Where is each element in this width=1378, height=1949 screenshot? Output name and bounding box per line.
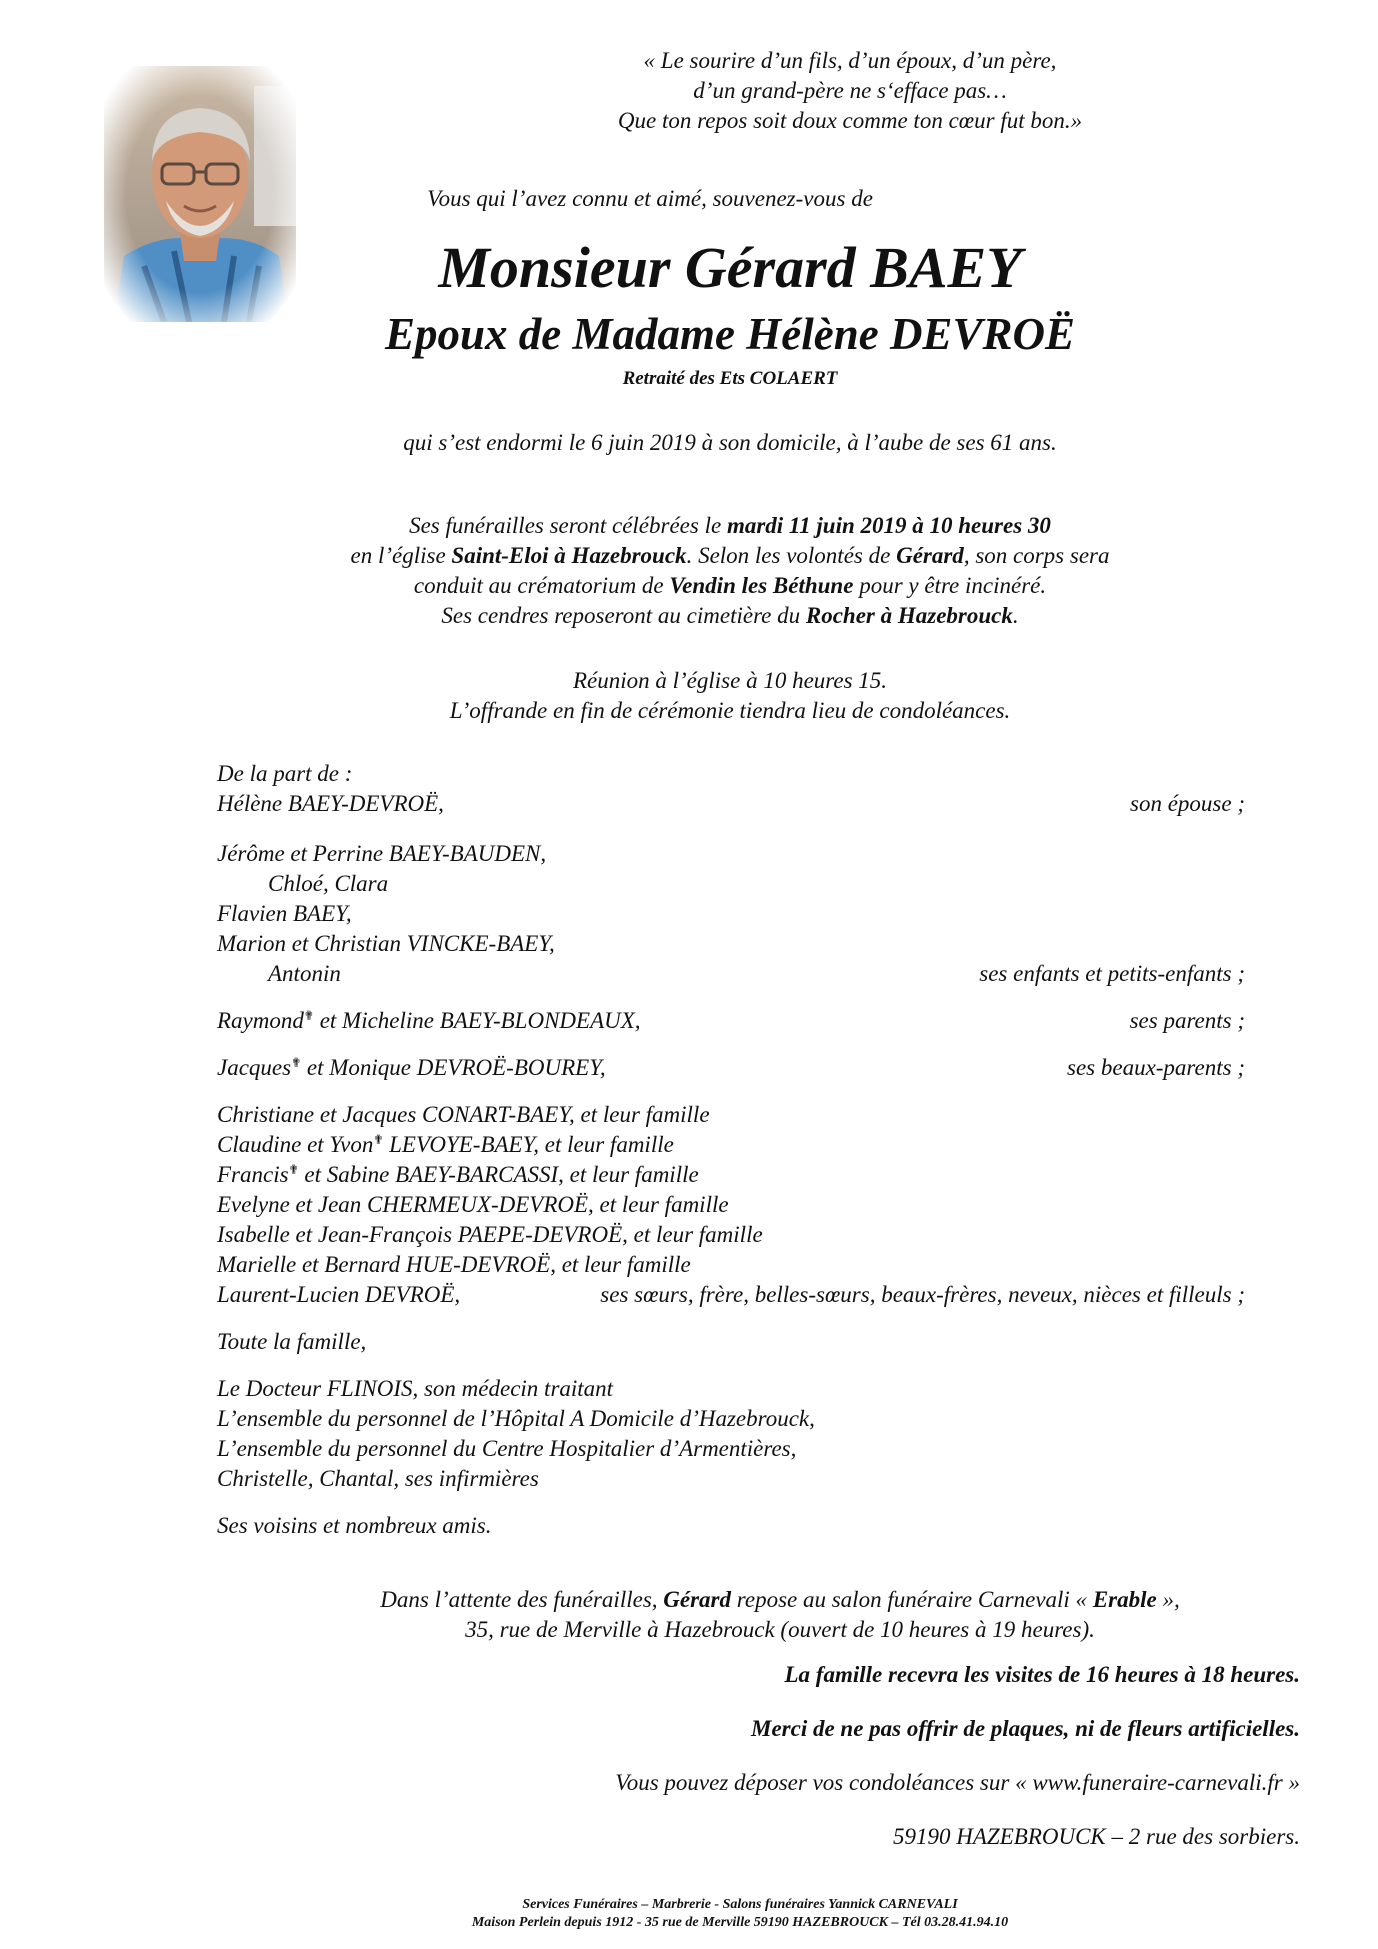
quote-line: « Le sourire d’un fils, d’un époux, d’un père, [643,48,1057,73]
condolences-note: Vous pouvez déposer vos condoléances sur « www.funeraire-carnevali.fr » [615,1770,1300,1795]
text-fragment: LEVOYE-BAEY, et leur famille [383,1132,674,1157]
grandchild-line: Chloé, Clara [268,871,389,896]
child-line: Jérôme et Perrine BAEY-BAUDEN, [217,841,547,866]
sibling-line: Christiane et Jacques CONART-BAEY, et leur famille [217,1102,710,1127]
child-line: Flavien BAEY, [217,901,352,926]
siblings-relation: ses sœurs, frère, belles-sœurs, beaux-frères, neveux, nièces et filleuls ; [600,1282,1245,1307]
funeral-details [180,511,1280,631]
epitaph-quote [470,46,1230,136]
text-fragment: Francis [217,1162,289,1187]
salon-name: Erable [1092,1587,1157,1612]
text-fragment: Ses cendres reposeront au cimetière du [441,603,806,628]
text-fragment: conduit au crématorium de [413,573,670,598]
parents-line [217,1006,641,1036]
text-fragment: Claudine et Yvon [217,1132,374,1157]
sibling-line: Laurent-Lucien DEVROË, [217,1282,461,1307]
care-line: Le Docteur FLINOIS, son médecin traitant [217,1376,614,1401]
intro-text: Vous qui l’avez connu et aimé, souvenez-vous de [427,186,873,211]
text-fragment: Raymond [217,1008,304,1033]
footer [300,1896,1180,1932]
meeting-info [200,666,1260,726]
cross-icon: ✟ [291,1055,302,1070]
text-fragment: . Selon les volontés de [686,543,897,568]
children-relation: ses enfants et petits-enfants ; [979,961,1245,986]
care-line: Christelle, Chantal, ses infirmières [217,1466,539,1491]
deceased-name: Monsieur Gérard BAEY [438,235,1022,300]
text-fragment: Ses funérailles seront célébrées le [409,513,727,538]
care-line: L’ensemble du personnel de l’Hôpital A Domicile d’Hazebrouck, [217,1406,815,1431]
sibling-line [217,1160,699,1190]
text-fragment: . [1012,603,1019,628]
meeting-line: Réunion à l’église à 10 heures 15. [572,668,888,693]
visitation-line: 35, rue de Merville à Hazebrouck (ouvert de 10 heures à 19 heures). [465,1617,1095,1642]
address-line: 59190 HAZEBROUCK – 2 rue des sorbiers. [893,1824,1300,1849]
grandchild-line: Antonin [268,961,341,986]
meeting-line: L’offrande en fin de cérémonie tiendra lieu de condoléances. [449,698,1011,723]
care-line: L’ensemble du personnel du Centre Hospitalier d’Armentières, [217,1436,797,1461]
church-name: Saint-Eloi à Hazebrouck [451,543,687,568]
family-visits-note: La famille recevra les visites de 16 heures à 18 heures. [784,1662,1300,1687]
text-fragment: et Monique DEVROË-BOUREY, [301,1055,606,1080]
text-fragment: en l’église [350,543,452,568]
funeral-line [180,601,1280,631]
retired-line: Retraité des Ets COLAERT [622,368,838,389]
wife-name: Hélène BAEY-DEVROË, [217,791,444,816]
crematorium-name: Vendin les Béthune [669,573,854,598]
cross-icon: ✟ [303,1008,314,1023]
parents-relation: ses parents ; [1129,1008,1245,1033]
text-fragment: », [1156,1587,1180,1612]
cross-icon: ✟ [373,1132,384,1147]
inlaws-relation: ses beaux-parents ; [1067,1055,1245,1080]
first-name: Gérard [896,543,964,568]
all-family-line: Toute la famille, [217,1329,367,1354]
text-fragment: repose au salon funéraire Carnevali « [731,1587,1093,1612]
no-plaques-note: Merci de ne pas offrir de plaques, ni de fleurs artificielles. [751,1716,1300,1741]
text-fragment: et Sabine BAEY-BARCASSI, et leur famille [298,1162,699,1187]
funeral-line [180,511,1280,541]
sibling-line [217,1130,674,1160]
text-fragment: pour y être incinéré. [853,573,1047,598]
quote-line: Que ton repos soit doux comme ton cœur fut bon.» [617,108,1083,133]
sibling-line: Evelyne et Jean CHERMEUX-DEVROË, et leur famille [217,1192,729,1217]
death-notice: qui s’est endormi le 6 juin 2019 à son domicile, à l’aube de ses 61 ans. [403,430,1057,455]
text-fragment: Jacques [217,1055,292,1080]
sibling-line: Marielle et Bernard HUE-DEVROË, et leur famille [217,1252,691,1277]
text-fragment: , son corps sera [963,543,1110,568]
inlaws-line [217,1053,606,1083]
footer-line: Maison Perlein depuis 1912 - 35 rue de Merville 59190 HAZEBROUCK – Tél 03.28.41.94.10 [471,1915,1009,1930]
funeral-date: mardi 11 juin 2019 à 10 heures 30 [726,513,1051,538]
quote-line: d’un grand-père ne s‘efface pas… [693,78,1007,103]
funeral-line [180,541,1280,571]
footer-line: Services Funéraires – Marbrerie - Salons funéraires Yannick CARNEVALI [522,1897,958,1912]
cross-icon: ✟ [288,1162,299,1177]
text-fragment: et Micheline BAEY-BLONDEAUX, [313,1008,641,1033]
from-label: De la part de : [217,761,353,786]
friends-line: Ses voisins et nombreux amis. [217,1513,492,1538]
funeral-line [180,571,1280,601]
sibling-line: Isabelle et Jean-François PAEPE-DEVROË, et leur famille [217,1222,763,1247]
wife-relation: son épouse ; [1130,791,1245,816]
child-line: Marion et Christian VINCKE-BAEY, [217,931,555,956]
spouse-line: Epoux de Madame Hélène DEVROË [384,309,1075,359]
cemetery-name: Rocher à Hazebrouck [805,603,1013,628]
first-name: Gérard [663,1587,732,1612]
text-fragment: Dans l’attente des funérailles, [380,1587,664,1612]
visitation-info [260,1585,1300,1645]
visitation-line [260,1585,1300,1615]
